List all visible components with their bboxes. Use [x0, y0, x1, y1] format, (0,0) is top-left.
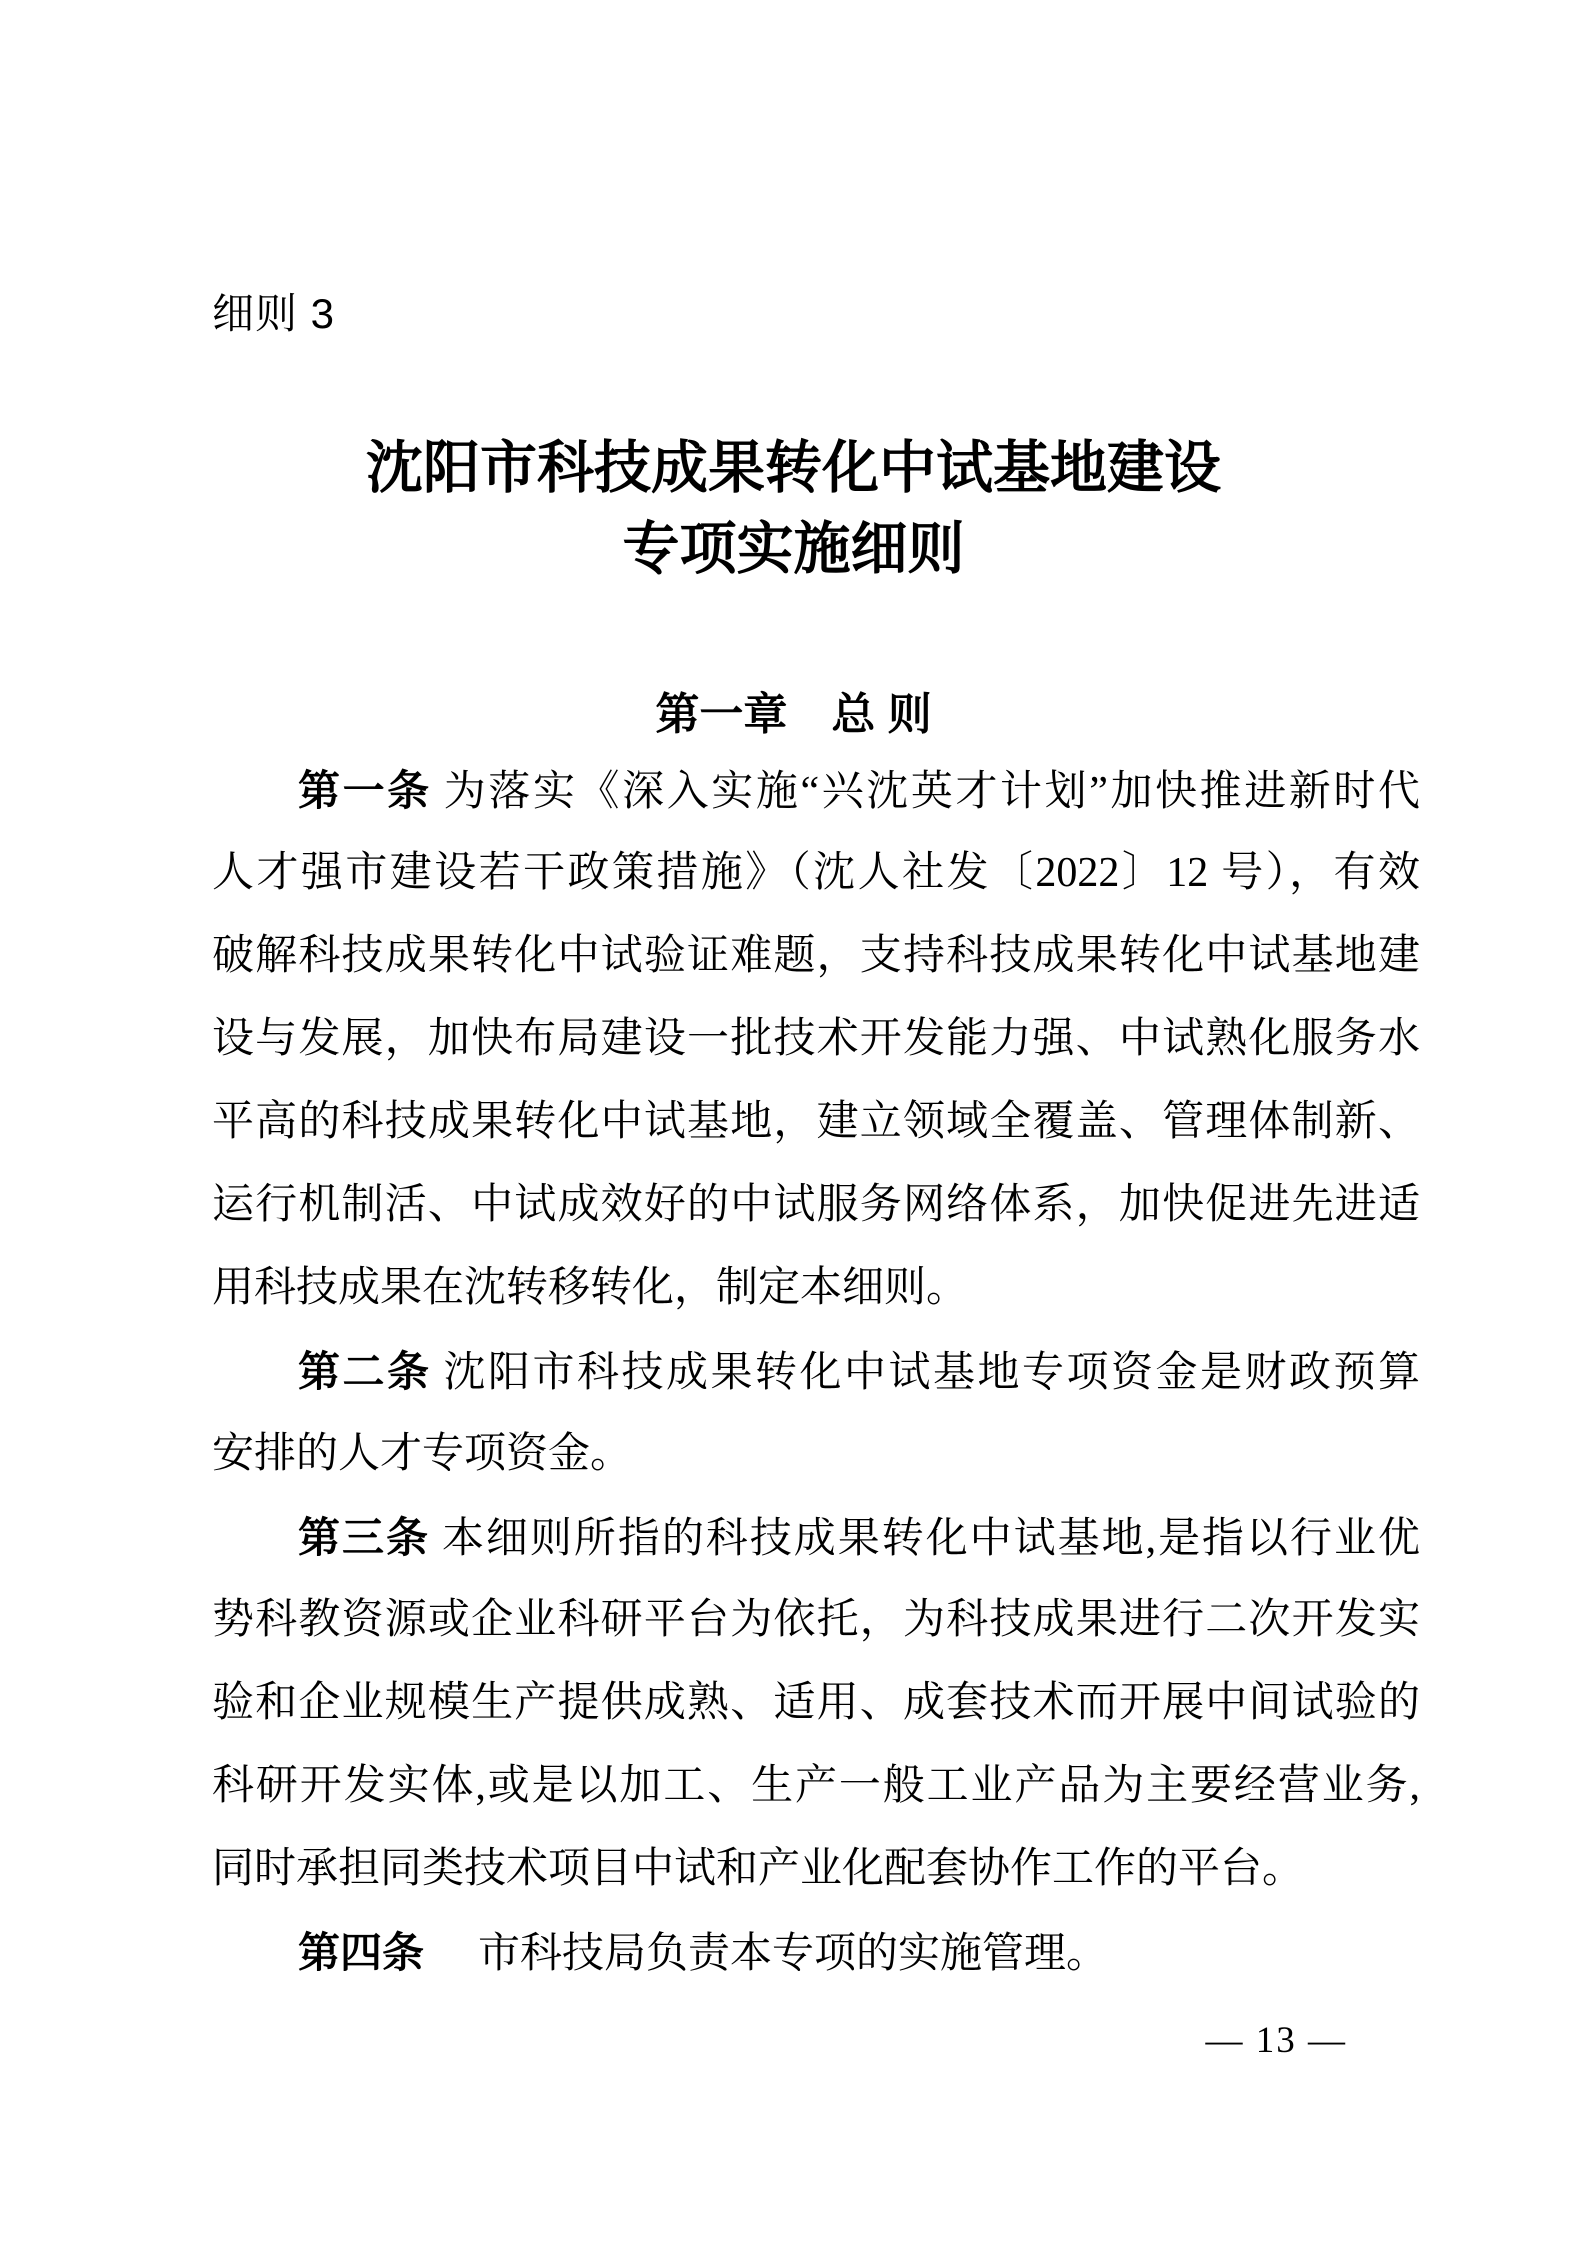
body-line-p3-l5: 同时承担同类技术项目中试和产业化配套协作工作的平台。 — [212, 1846, 1305, 1892]
body-line-p4-l1: 第四条 市科技局负责本专项的实施管理。 — [298, 1929, 1109, 1977]
document-title-line-1: 沈阳市科技成果转化中试基地建设 — [366, 437, 1221, 500]
body-line-p3-l4: 科研开发实体,或是以加工、生产一般工业产品为主要经营业务, — [212, 1763, 1420, 1809]
body-line-p2-l2: 安排的人才专项资金。 — [212, 1431, 633, 1477]
body-line-p1-l5: 平高的科技成果转化中试基地，建立领域全覆盖、管理体制新、 — [212, 1099, 1420, 1145]
body-line-p1-l3: 破解科技成果转化中试验证难题，支持科技成果转化中试基地建 — [212, 933, 1420, 979]
document-title-line-2: 专项实施细则 — [622, 518, 965, 581]
article-label: 第二条 — [298, 1348, 432, 1395]
article-label: 第三条 — [298, 1514, 430, 1561]
body-line-p1-l2: 人才强市建设若干政策措施》（沈人社发〔2022〕12 号），有效 — [212, 850, 1420, 896]
body-line-p1-l4: 设与发展，加快布局建设一批技术开发能力强、中试熟化服务水 — [212, 1016, 1420, 1062]
body-line-p3-l1: 第三条 本细则所指的科技成果转化中试基地,是指以行业优 — [298, 1514, 1420, 1562]
page-number: — 13 — — [1205, 2020, 1347, 2061]
body-line-p1-l1: 第一条 为落实《深入实施“兴沈英才计划”加快推进新时代 — [298, 767, 1420, 815]
body-line-p1-l7: 用科技成果在沈转移转化，制定本细则。 — [212, 1265, 969, 1311]
document-body — [212, 749, 1420, 1994]
body-line-p3-l2: 势科教资源或企业科研平台为依托，为科技成果进行二次开发实 — [212, 1597, 1420, 1643]
body-line-p2-l1: 第二条 沈阳市科技成果转化中试基地专项资金是财政预算 — [298, 1348, 1420, 1396]
body-line-p1-l6: 运行机制活、中试成效好的中试服务网络体系，加快促进先进适 — [212, 1182, 1420, 1228]
article-label: 第四条 — [298, 1929, 425, 1976]
doc-label: 细则 3 — [212, 290, 336, 337]
chapter-heading: 第一章 总 则 — [655, 690, 932, 739]
body-line-p3-l3: 验和企业规模生产提供成熟、适用、成套技术而开展中间试验的 — [212, 1680, 1420, 1726]
document-title — [0, 428, 1587, 590]
article-label: 第一条 — [298, 767, 432, 814]
